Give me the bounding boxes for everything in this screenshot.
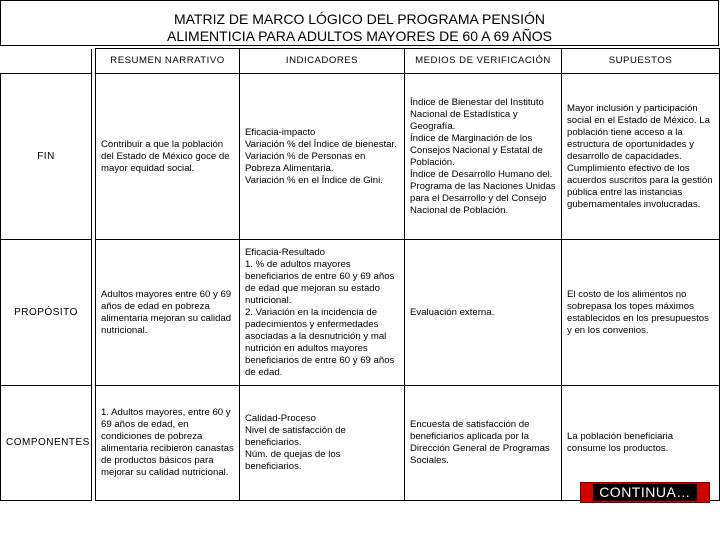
header-row	[1, 49, 720, 74]
header-indicadores: INDICADORES	[240, 49, 405, 74]
cell-supuestos: Mayor inclusión y participación social en el Estado de México. La población tiene acceso a la estructura de oportunidades y desarrollo de capacidades. Cumplimiento efectivo de los acuerdos suscritos para la gestión pública entre las instancias gubernamentales involucradas.	[562, 74, 720, 240]
row-label: COMPONENTES	[1, 386, 92, 501]
cell-medios: Índice de Bienestar del Instituto Nacional de Estadística y Geografía. Índice de Marginación de los Consejos Nacional y Estatal de Población. Índice de Desarrollo Humano del. Programa de las Naciones Unidas para el Desarrollo y del Consejo Nacional de Población.	[405, 74, 562, 240]
row-label: PROPÓSITO	[1, 240, 92, 386]
cell-resumen: 1. Adultos mayores, entre 60 y 69 años de edad, en condiciones de pobreza alimentaria recibieron canastas de productos básicos para mejorar su calidad nutricional.	[96, 386, 240, 501]
cell-resumen: Contribuir a que la población del Estado de México goce de mayor equidad social.	[96, 74, 240, 240]
cell-supuestos: El costo de los alimentos no sobrepasa los topes máximos establecidos en los presupuestos y en los convenios.	[562, 240, 720, 386]
cell-indicadores: Eficacia-impacto Variación % del Índice de bienestar. Variación % de Personas en Pobreza Alimentaria. Variación % en el Índice de Gini.	[240, 74, 405, 240]
row-label: FIN	[1, 74, 92, 240]
cell-indicadores: Calidad-Proceso Nivel de satisfacción de beneficiarios. Núm. de quejas de los beneficiarios.	[240, 386, 405, 501]
table-row	[1, 240, 720, 386]
logical-framework-matrix	[0, 48, 720, 501]
continue-button[interactable]	[580, 482, 710, 503]
header-empty	[1, 49, 92, 74]
header-supuestos: SUPUESTOS	[562, 49, 720, 74]
cell-indicadores: Eficacia-Resultado 1. % de adultos mayores beneficiarios de entre 60 y 69 años de edad que mejoran su estado nutricional. 2. Variación en la incidencia de padecimientos y enfermedades asociadas a la desnutrición y mal nutrición en adultos mayores beneficiarios de entre 60 y 69 años de edad.	[240, 240, 405, 386]
table-row	[1, 74, 720, 240]
title-line-1: MATRIZ DE MARCO LÓGICO DEL PROGRAMA PENSIÓN	[173, 11, 546, 27]
continue-label: CONTINUA…	[593, 484, 697, 501]
header-resumen: RESUMEN NARRATIVO	[96, 49, 240, 74]
header-medios: MEDIOS DE VERIFICACIÓN	[405, 49, 562, 74]
cell-supuestos: La población beneficiaria consume los productos.	[562, 386, 720, 501]
document-title	[0, 0, 719, 46]
cell-medios: Encuesta de satisfacción de beneficiarios aplicada por la Dirección General de Programas Sociales.	[405, 386, 562, 501]
cell-medios: Evaluación externa.	[405, 240, 562, 386]
title-line-2: ALIMENTICIA PARA ADULTOS MAYORES DE 60 A 69 AÑOS	[167, 28, 552, 44]
cell-resumen: Adultos mayores entre 60 y 69 años de edad en pobreza alimentaria mejoran su calidad nutricional.	[96, 240, 240, 386]
